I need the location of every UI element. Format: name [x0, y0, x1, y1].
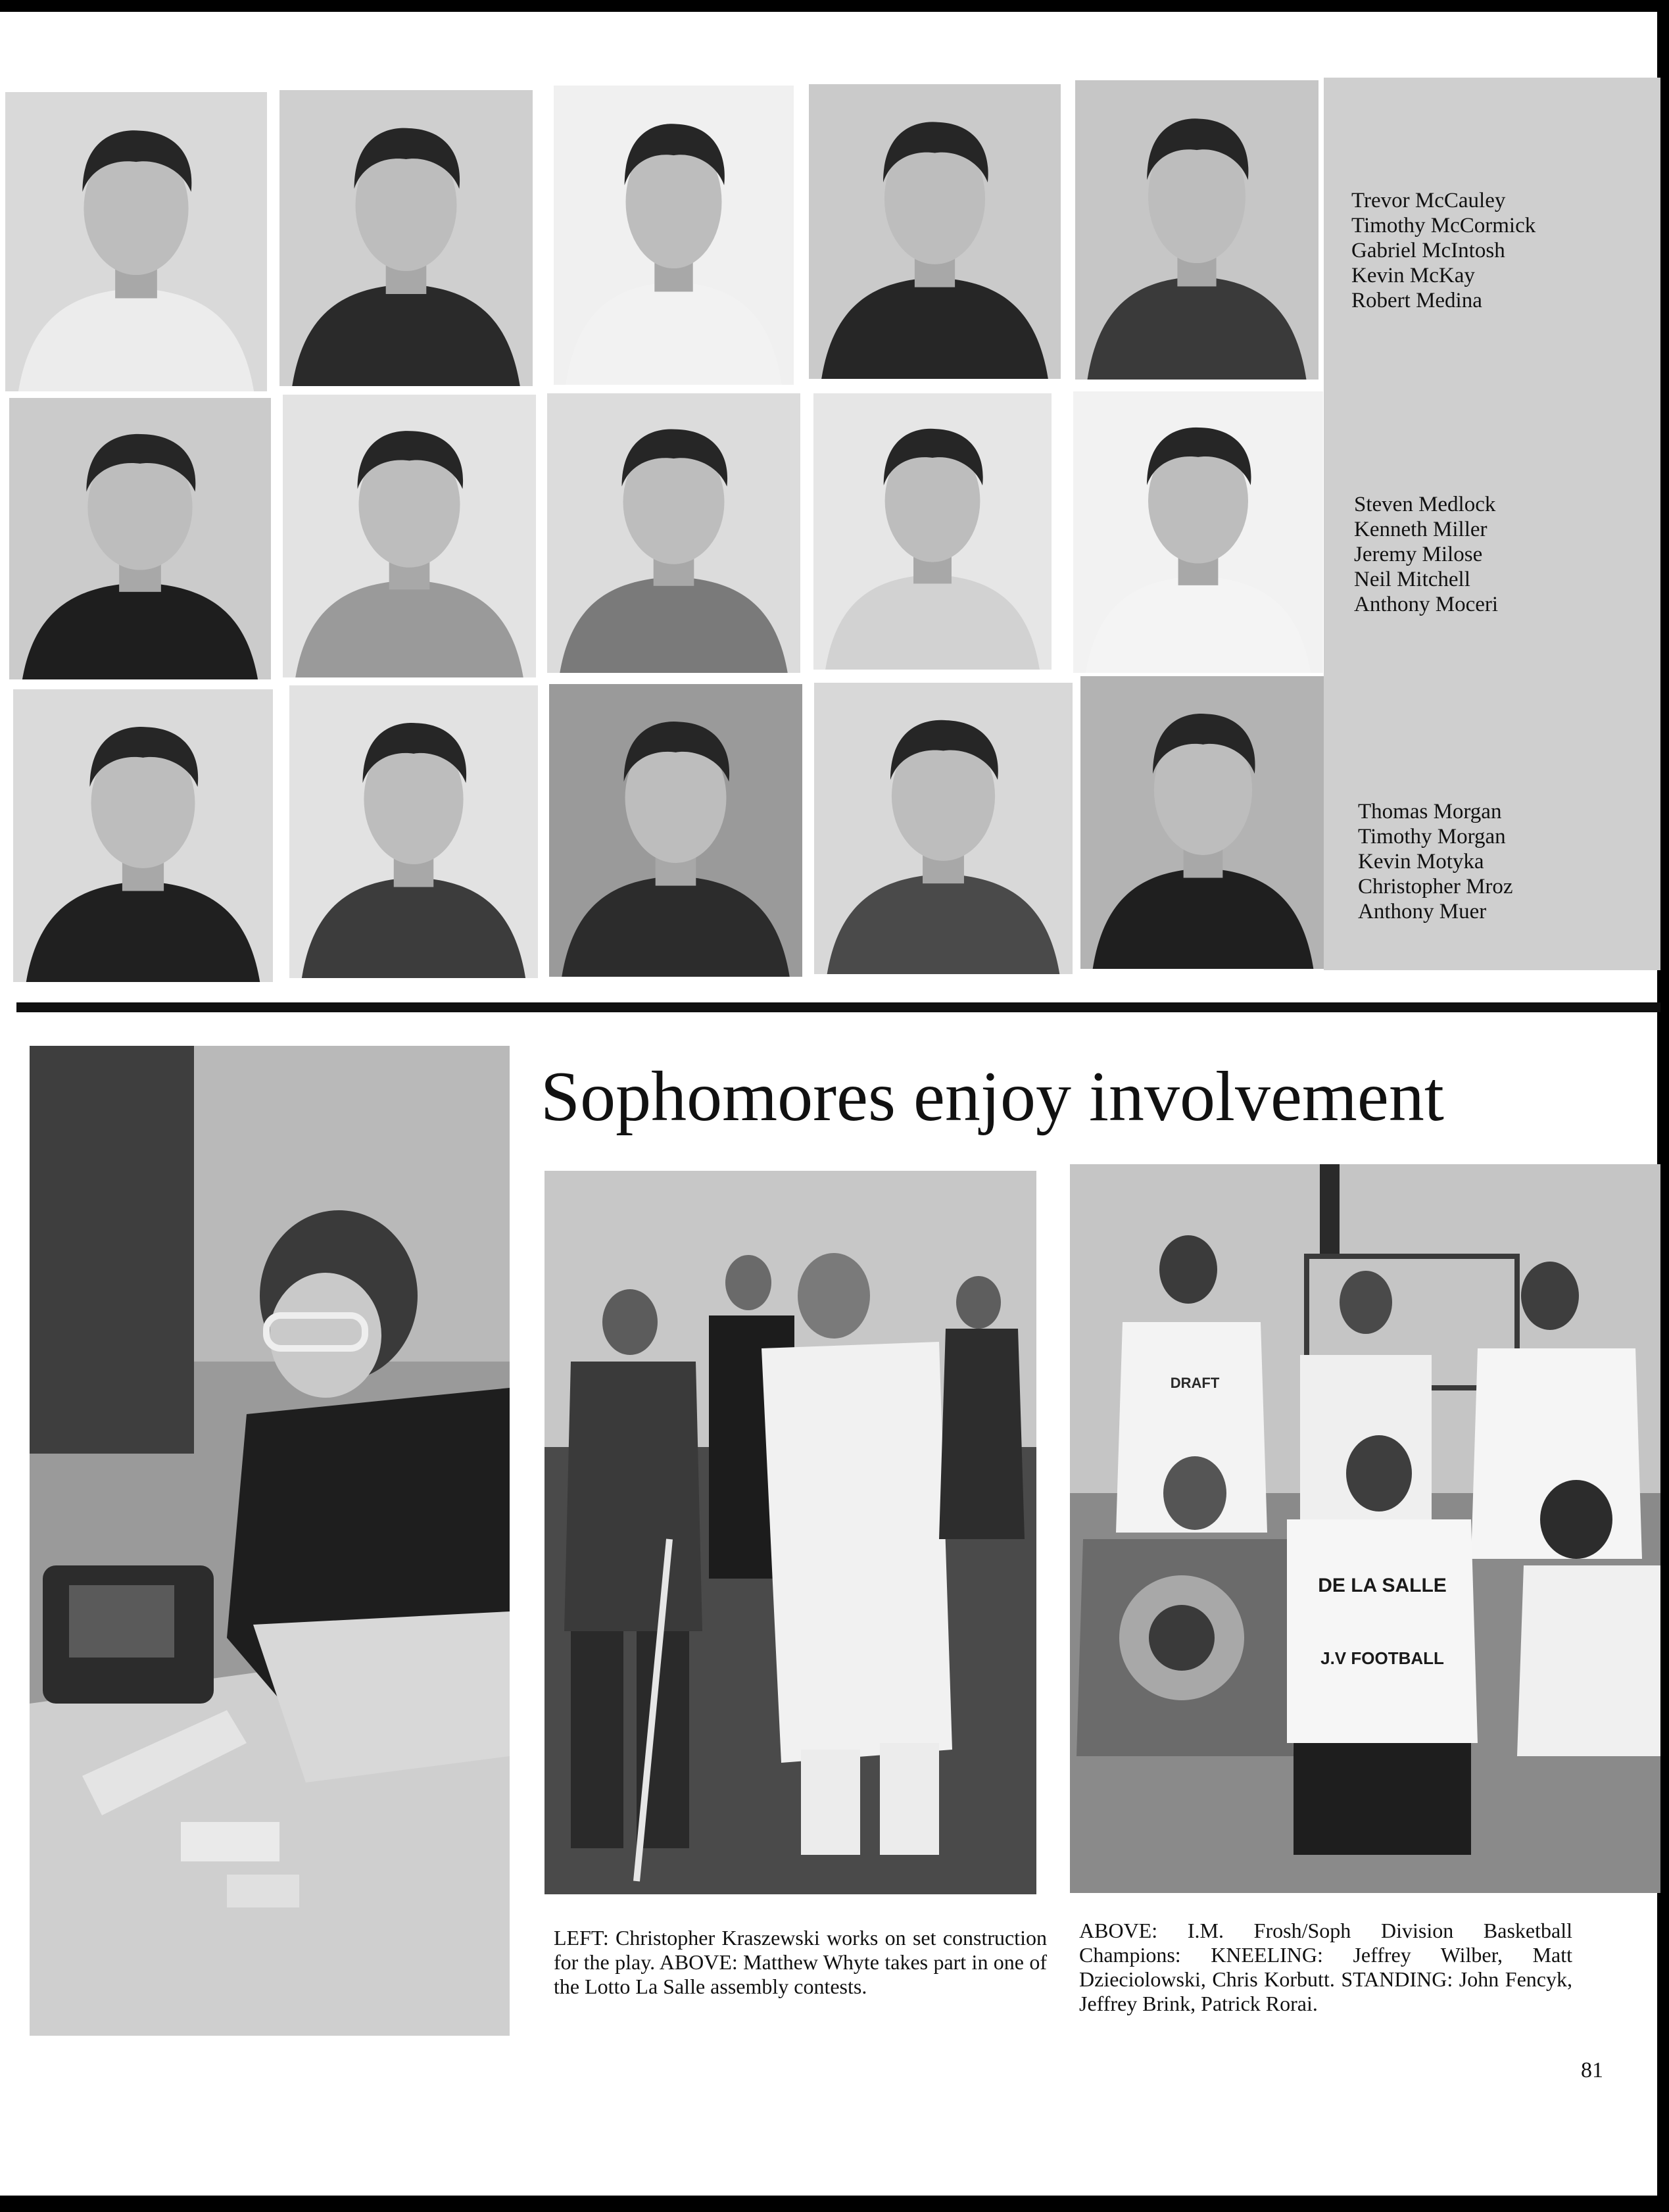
portrait-photo [5, 92, 267, 391]
assembly-contest-photo [544, 1171, 1036, 1894]
student-name: Trevor McCauley [1351, 189, 1506, 212]
student-name: Timothy McCormick [1351, 214, 1536, 237]
portrait-photo [813, 393, 1052, 670]
bottom-border [0, 2196, 1669, 2212]
portrait-silhouette [1073, 391, 1323, 673]
portrait-photo [547, 393, 800, 673]
names-panel [1324, 78, 1660, 970]
student-name: Gabriel McIntosh [1351, 239, 1505, 262]
portrait-silhouette [809, 84, 1061, 379]
portrait-silhouette [547, 393, 800, 673]
page-number: 81 [1581, 2058, 1603, 2082]
names-row-1 [1351, 188, 1536, 313]
portrait-photo [289, 685, 538, 978]
student-name: Anthony Moceri [1354, 593, 1499, 616]
portrait-photo [554, 86, 794, 385]
student-name: Thomas Morgan [1358, 800, 1502, 823]
student-name: Robert Medina [1351, 289, 1482, 312]
portrait-silhouette [549, 684, 802, 977]
top-border [0, 0, 1669, 12]
page-headline: Sophomores enjoy involvement [541, 1058, 1444, 1136]
basketball-champions-photo [1070, 1164, 1660, 1893]
student-name: Jeremy Milose [1354, 543, 1483, 566]
portrait-photo [1080, 676, 1326, 969]
portrait-silhouette [5, 92, 267, 391]
shirt-print-school: DE LA SALLE [1318, 1575, 1447, 1596]
portrait-photo [1073, 391, 1323, 673]
portrait-photo [814, 683, 1073, 974]
names-row-2 [1354, 492, 1498, 617]
right-caption: ABOVE: I.M. Frosh/Soph Division Basketball Champions: KNEELING: Jeffrey Wilber, Matt Dzieciolowski, Chris Korbutt. STANDING: John Fencyk, Jeffrey Brink, Patrick Rorai. [1079, 1919, 1572, 2015]
portrait-photo [13, 689, 273, 982]
student-name: Kenneth Miller [1354, 518, 1488, 541]
portrait-silhouette [1075, 80, 1318, 380]
student-name: Anthony Muer [1358, 900, 1487, 923]
student-name: Steven Medlock [1354, 493, 1496, 516]
portrait-silhouette [279, 90, 533, 386]
portrait-silhouette [1080, 676, 1326, 969]
names-row-3 [1358, 799, 1513, 924]
portrait-photo [549, 684, 802, 977]
portrait-silhouette [554, 86, 794, 385]
portrait-silhouette [813, 393, 1052, 670]
portrait-silhouette [283, 395, 536, 677]
portrait-photo [283, 395, 536, 677]
portrait-silhouette [9, 398, 271, 679]
student-name: Kevin McKay [1351, 264, 1475, 287]
portrait-silhouette [289, 685, 538, 978]
portrait-silhouette [814, 683, 1073, 974]
portrait-photo [809, 84, 1061, 379]
portrait-silhouette [13, 689, 273, 982]
shirt-print-team: J.V FOOTBALL [1320, 1648, 1444, 1668]
section-rule [16, 1002, 1660, 1012]
shirt-print-draft: DRAFT [1170, 1375, 1220, 1391]
left-caption: LEFT: Christopher Kraszewski works on set construction for the play. ABOVE: Matthew Whyte takes part in one of the Lotto La Salle assembly contests. [554, 1926, 1047, 1998]
portrait-photo [9, 398, 271, 679]
set-construction-photo [30, 1046, 510, 2036]
portrait-photo [1075, 80, 1318, 380]
student-name: Neil Mitchell [1354, 568, 1470, 591]
student-name: Christopher Mroz [1358, 875, 1513, 898]
student-name: Kevin Motyka [1358, 850, 1484, 873]
portrait-photo [279, 90, 533, 386]
student-name: Timothy Morgan [1358, 825, 1506, 848]
